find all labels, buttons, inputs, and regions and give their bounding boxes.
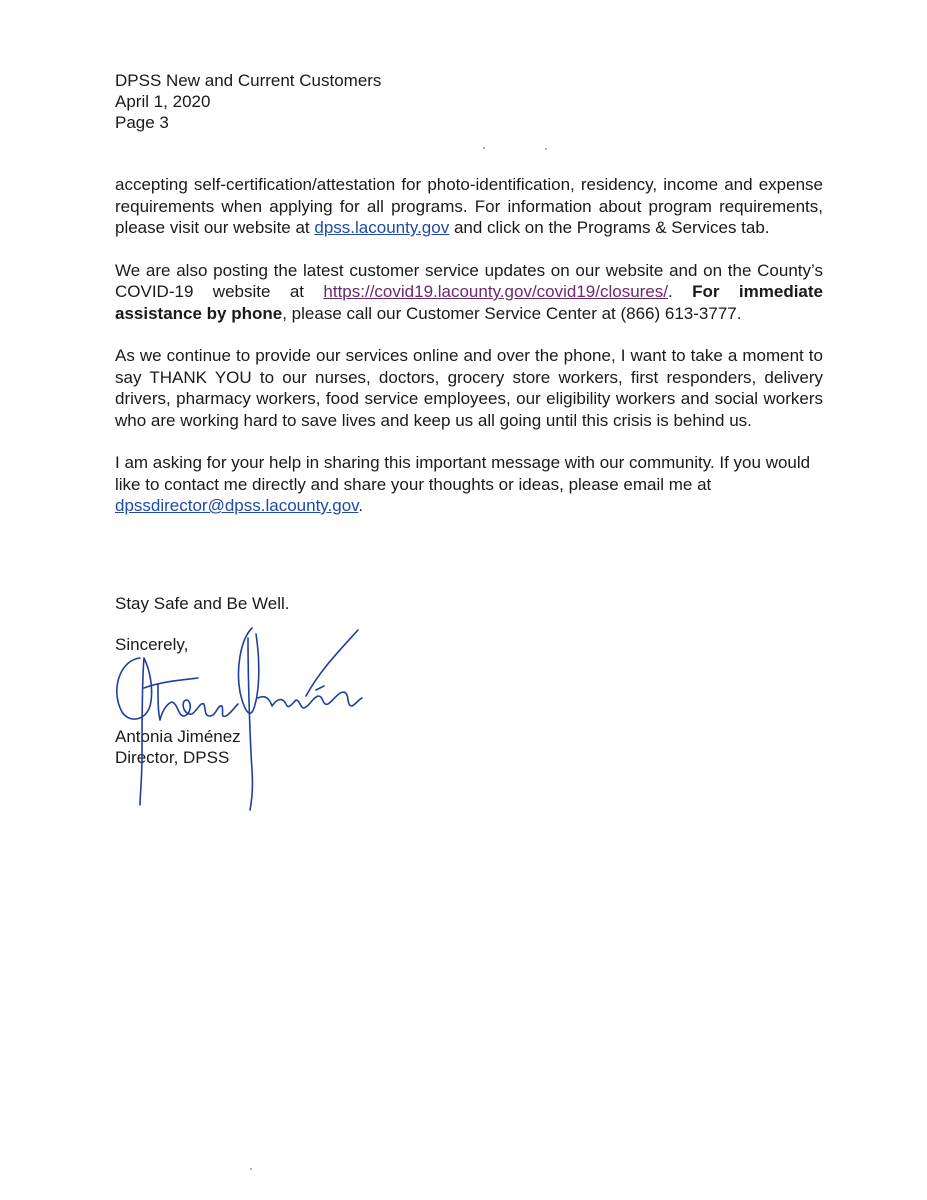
paragraph-text: accepting self-certification/attestation for photo-identification, residency, income and expense requirements when applying for all programs. For information about program requirements, please visit our website at [115,175,823,237]
paragraph-text: . [358,496,364,515]
paragraph-text: I am asking for your help in sharing this important message with our community. If you would like to contact me directly and share your thoughts or ideas, please email me at [115,453,811,494]
paragraph-text: . [668,282,693,301]
paragraph-text: , please call our Customer Service Center at (866) 613-3777. [282,303,742,323]
director-email-link[interactable]: dpssdirector@dpss.lacounty.gov [115,496,359,515]
signer-title: Director, DPSS [115,748,230,767]
paragraph-text: and click on the Programs & Services tab. [449,218,770,237]
scan-speck [250,1168,252,1170]
header-page-number: Page 3 [115,113,169,132]
paragraph-updates [115,260,823,325]
paragraph-contact [115,452,823,517]
website-link[interactable]: dpss.lacounty.gov [314,218,450,237]
handwritten-signature [100,620,370,820]
paragraph-text: We are also posting the latest customer service updates on our website and on the County’s COVID-19 website at [115,260,823,301]
signer-name: Antonia Jiménez [115,727,241,746]
scan-speck [483,147,485,149]
covid-closures-link[interactable]: https://covid19.lacounty.gov/covid19/closures/ [323,282,669,301]
header-recipient: DPSS New and Current Customers [115,71,382,90]
paragraph-thank-you: As we continue to provide our services online and over the phone, I want to take a moment to say THANK YOU to our nurses, doctors, grocery store workers, first responders, delivery drivers, pharmacy workers, food service employees, our eligibility workers and social workers who are working hard to save lives and keep us all going until this crisis is behind us. [115,346,823,430]
letter-body [115,174,823,538]
signoff: Sincerely, [115,635,189,654]
closing-line: Stay Safe and Be Well. [115,594,290,613]
phone-assistance-heading: For immediate assistance by phone [115,282,824,323]
letter-header [115,70,381,133]
header-date: April 1, 2020 [115,92,211,111]
paragraph-programs [115,174,823,239]
scan-speck [545,148,547,150]
